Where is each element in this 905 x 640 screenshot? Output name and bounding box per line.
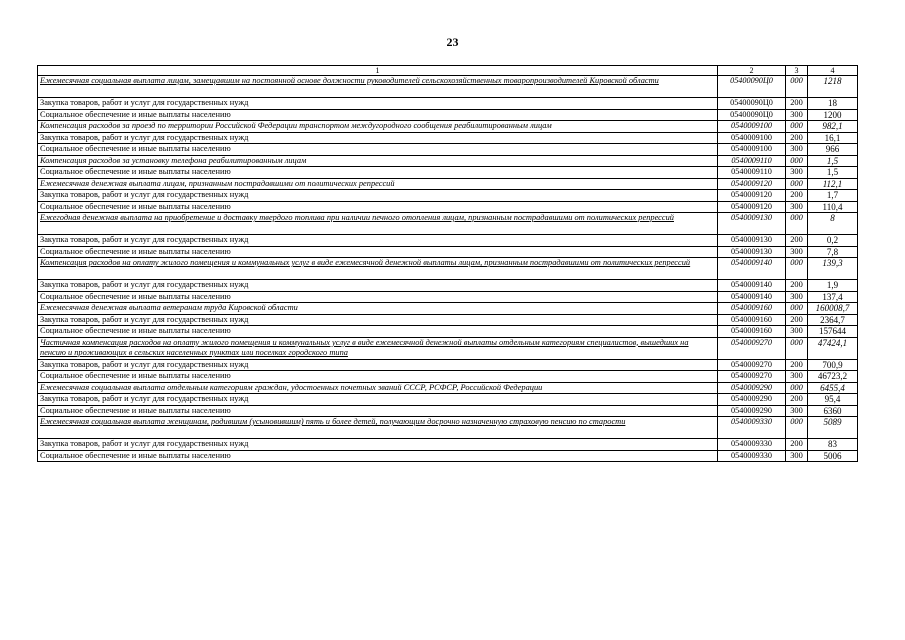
row-description: Компенсация расходов за проезд по территории Российской Федерации транспортом междугородного сообщения реабилитированным лицам	[38, 121, 718, 133]
row-description: Закупка товаров, работ и услуг для государственных нужд	[38, 314, 718, 326]
row-amount: 8	[808, 213, 858, 235]
table-header-row	[38, 66, 858, 76]
row-amount: 5089	[808, 417, 858, 439]
page-number: 23	[446, 35, 459, 49]
row-amount: 137,4	[808, 291, 858, 303]
row-description: Ежемесячная социальная выплата женщинам, родившим (усыновившим) пять и более детей, получающим досрочно назначенную страховую пенсию по старости	[38, 417, 718, 439]
row-expense-type: 200	[786, 132, 808, 144]
row-amount: 1,7	[808, 190, 858, 202]
row-expense-type: 300	[786, 144, 808, 156]
row-expense-type: 300	[786, 246, 808, 258]
table-row	[38, 359, 858, 371]
table-row	[38, 258, 858, 280]
table-row	[38, 178, 858, 190]
row-amount: 5006	[808, 450, 858, 462]
row-description: Социальное обеспечение и иные выплаты населению	[38, 450, 718, 462]
row-target-code: 0540009160	[718, 314, 786, 326]
header-col-4: 4	[808, 66, 858, 76]
table-row	[38, 213, 858, 235]
table-row	[38, 121, 858, 133]
row-amount: 700,9	[808, 359, 858, 371]
table-row	[38, 382, 858, 394]
row-target-code: 0540009140	[718, 280, 786, 292]
row-target-code: 0540009160	[718, 326, 786, 338]
row-description: Ежемесячная социальная выплата отдельным категориям граждан, удостоенных почетных званий СССР, РСФСР, Российской Федерации	[38, 382, 718, 394]
row-expense-type: 000	[786, 155, 808, 167]
table-row	[38, 439, 858, 451]
table-row	[38, 155, 858, 167]
table-row	[38, 291, 858, 303]
table-row	[38, 303, 858, 315]
budget-table	[37, 65, 858, 462]
row-target-code: 0540009130	[718, 246, 786, 258]
row-expense-type: 300	[786, 109, 808, 121]
row-target-code: 05400090Ц0	[718, 98, 786, 110]
row-description: Закупка товаров, работ и услуг для государственных нужд	[38, 359, 718, 371]
row-target-code: 05400090Ц0	[718, 76, 786, 98]
table-row	[38, 417, 858, 439]
table-row	[38, 109, 858, 121]
table-row	[38, 201, 858, 213]
row-description: Социальное обеспечение и иные выплаты населению	[38, 109, 718, 121]
row-expense-type: 200	[786, 235, 808, 247]
row-amount: 160008,7	[808, 303, 858, 315]
table-row	[38, 371, 858, 383]
row-description: Закупка товаров, работ и услуг для государственных нужд	[38, 132, 718, 144]
row-amount: 18	[808, 98, 858, 110]
row-description: Социальное обеспечение и иные выплаты населению	[38, 326, 718, 338]
row-target-code: 0540009130	[718, 213, 786, 235]
table-row	[38, 98, 858, 110]
table-row	[38, 190, 858, 202]
row-description: Ежемесячная денежная выплата лицам, признанным пострадавшими от политических репрессий	[38, 178, 718, 190]
table-row	[38, 394, 858, 406]
row-expense-type: 200	[786, 439, 808, 451]
row-amount: 1,9	[808, 280, 858, 292]
table-row	[38, 144, 858, 156]
row-target-code: 0540009270	[718, 359, 786, 371]
row-expense-type: 000	[786, 417, 808, 439]
row-description: Социальное обеспечение и иные выплаты населению	[38, 291, 718, 303]
row-target-code: 0540009140	[718, 291, 786, 303]
row-amount: 1218	[808, 76, 858, 98]
table-row	[38, 280, 858, 292]
row-target-code: 0540009290	[718, 382, 786, 394]
row-description: Ежемесячная денежная выплата ветеранам труда Кировской области	[38, 303, 718, 315]
row-target-code: 05400090Ц0	[718, 109, 786, 121]
row-expense-type: 200	[786, 190, 808, 202]
row-amount: 982,1	[808, 121, 858, 133]
table-row	[38, 132, 858, 144]
header-col-3: 3	[786, 66, 808, 76]
header-col-2: 2	[718, 66, 786, 76]
row-target-code: 0540009330	[718, 417, 786, 439]
row-description: Закупка товаров, работ и услуг для государственных нужд	[38, 190, 718, 202]
row-expense-type: 200	[786, 394, 808, 406]
row-expense-type: 200	[786, 280, 808, 292]
row-expense-type: 000	[786, 213, 808, 235]
row-target-code: 0540009330	[718, 439, 786, 451]
row-target-code: 0540009120	[718, 190, 786, 202]
row-target-code: 0540009100	[718, 121, 786, 133]
row-target-code: 0540009100	[718, 144, 786, 156]
row-expense-type: 000	[786, 382, 808, 394]
row-description: Ежемесячная социальная выплата лицам, замещавшим на постоянной основе должности руководителей сельскохозяйственных товаропроизводителей Кировской области	[38, 76, 718, 98]
row-description: Ежегодная денежная выплата на приобретение и доставку твердого топлива при наличии печного отопления лицам, признанным пострадавшими от политических репрессий	[38, 213, 718, 235]
row-target-code: 0540009330	[718, 450, 786, 462]
row-expense-type: 000	[786, 121, 808, 133]
row-description: Социальное обеспечение и иные выплаты населению	[38, 144, 718, 156]
row-description: Частичная компенсация расходов на оплату жилого помещения и коммунальных услуг в виде ежемесячной денежной выплаты отдельным категориям специалистов, вышедших на пенсию и проживающих в сельских населенных пунктах или поселках городского типа	[38, 337, 718, 359]
row-description: Закупка товаров, работ и услуг для государственных нужд	[38, 394, 718, 406]
row-description: Закупка товаров, работ и услуг для государственных нужд	[38, 235, 718, 247]
row-amount: 157644	[808, 326, 858, 338]
row-description: Социальное обеспечение и иные выплаты населению	[38, 167, 718, 179]
row-target-code: 0540009290	[718, 405, 786, 417]
row-expense-type: 000	[786, 178, 808, 190]
row-expense-type: 000	[786, 76, 808, 98]
row-amount: 1,5	[808, 167, 858, 179]
row-amount: 6360	[808, 405, 858, 417]
row-amount: 1,5	[808, 155, 858, 167]
row-amount: 0,2	[808, 235, 858, 247]
table-row	[38, 167, 858, 179]
row-target-code: 0540009270	[718, 337, 786, 359]
row-expense-type: 300	[786, 405, 808, 417]
header-col-1: 1	[38, 66, 718, 76]
row-amount: 2364,7	[808, 314, 858, 326]
table-row	[38, 337, 858, 359]
row-expense-type: 000	[786, 303, 808, 315]
row-description: Социальное обеспечение и иные выплаты населению	[38, 246, 718, 258]
row-expense-type: 300	[786, 371, 808, 383]
row-amount: 1200	[808, 109, 858, 121]
row-description: Закупка товаров, работ и услуг для государственных нужд	[38, 280, 718, 292]
table-row	[38, 450, 858, 462]
row-description: Закупка товаров, работ и услуг для государственных нужд	[38, 439, 718, 451]
row-amount: 16,1	[808, 132, 858, 144]
row-amount: 46723,2	[808, 371, 858, 383]
row-target-code: 0540009110	[718, 155, 786, 167]
table-row	[38, 405, 858, 417]
row-amount: 139,3	[808, 258, 858, 280]
row-description: Компенсация расходов за установку телефона реабилитированным лицам	[38, 155, 718, 167]
row-target-code: 0540009270	[718, 371, 786, 383]
row-expense-type: 000	[786, 337, 808, 359]
row-expense-type: 300	[786, 450, 808, 462]
row-expense-type: 300	[786, 326, 808, 338]
row-amount: 112,1	[808, 178, 858, 190]
row-description: Социальное обеспечение и иные выплаты населению	[38, 405, 718, 417]
row-description: Компенсация расходов на оплату жилого помещения и коммунальных услуг в виде ежемесячной денежной выплаты лицам, признанным пострадавшими от политических репрессий	[38, 258, 718, 280]
row-expense-type: 200	[786, 359, 808, 371]
row-expense-type: 300	[786, 291, 808, 303]
row-expense-type: 000	[786, 258, 808, 280]
row-target-code: 0540009100	[718, 132, 786, 144]
row-amount: 110,4	[808, 201, 858, 213]
row-expense-type: 200	[786, 98, 808, 110]
row-description: Закупка товаров, работ и услуг для государственных нужд	[38, 98, 718, 110]
row-expense-type: 200	[786, 314, 808, 326]
table-row	[38, 246, 858, 258]
row-target-code: 0540009130	[718, 235, 786, 247]
row-description: Социальное обеспечение и иные выплаты населению	[38, 201, 718, 213]
table-row	[38, 314, 858, 326]
row-target-code: 0540009290	[718, 394, 786, 406]
row-amount: 6455,4	[808, 382, 858, 394]
row-target-code: 0540009160	[718, 303, 786, 315]
row-target-code: 0540009120	[718, 178, 786, 190]
row-amount: 83	[808, 439, 858, 451]
row-description: Социальное обеспечение и иные выплаты населению	[38, 371, 718, 383]
row-target-code: 0540009110	[718, 167, 786, 179]
row-target-code: 0540009120	[718, 201, 786, 213]
table-body	[38, 66, 858, 462]
table-row	[38, 326, 858, 338]
table-row	[38, 235, 858, 247]
table-row	[38, 76, 858, 98]
row-amount: 7,8	[808, 246, 858, 258]
row-amount: 966	[808, 144, 858, 156]
row-target-code: 0540009140	[718, 258, 786, 280]
row-expense-type: 300	[786, 167, 808, 179]
row-amount: 95,4	[808, 394, 858, 406]
row-expense-type: 300	[786, 201, 808, 213]
row-amount: 47424,1	[808, 337, 858, 359]
